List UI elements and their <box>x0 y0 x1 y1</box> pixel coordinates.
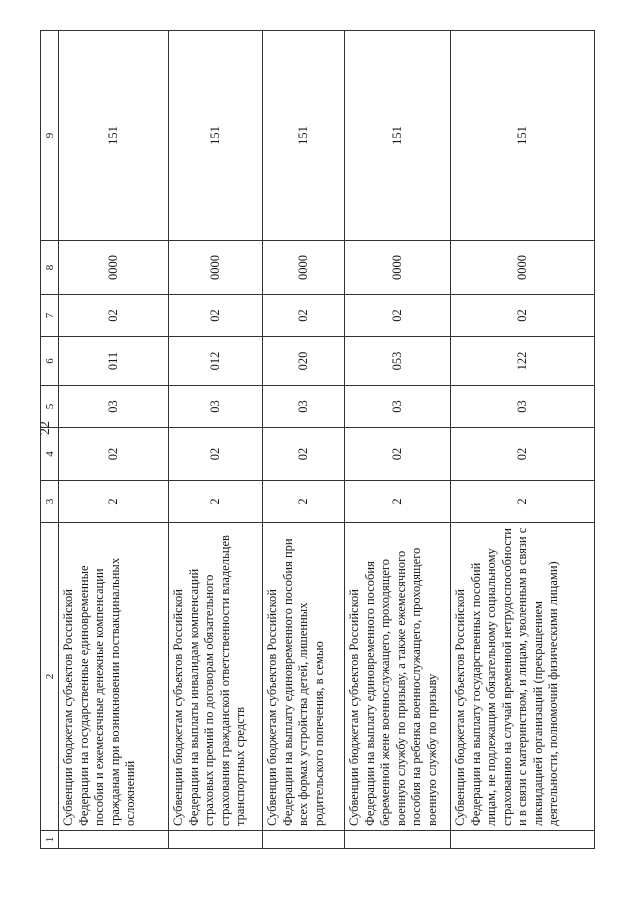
cell-c7: 02 <box>169 295 263 337</box>
header-col-6: 6 <box>41 337 59 386</box>
page-number: 22 <box>38 421 53 435</box>
cell-c7: 02 <box>263 295 345 337</box>
cell-c8: 0000 <box>169 241 263 295</box>
cell-c9: 151 <box>451 31 595 241</box>
cell-c8: 0000 <box>451 241 595 295</box>
header-col-7: 7 <box>41 295 59 337</box>
cell-c3: 2 <box>169 481 263 523</box>
budget-classification-table <box>40 30 595 849</box>
cell-c4: 02 <box>169 428 263 481</box>
cell-c5: 03 <box>59 386 169 428</box>
cell-c6: 053 <box>345 337 451 386</box>
cell-c8: 0000 <box>263 241 345 295</box>
rotated-table-container <box>40 31 613 849</box>
cell-c6: 122 <box>451 337 595 386</box>
cell-col1 <box>451 831 595 849</box>
cell-c7: 02 <box>451 295 595 337</box>
header-col-5: 5 <box>41 386 59 428</box>
cell-c8: 0000 <box>59 241 169 295</box>
cell-c9: 151 <box>169 31 263 241</box>
cell-c3: 2 <box>345 481 451 523</box>
table-row <box>451 31 595 849</box>
table-row <box>263 31 345 849</box>
table-row <box>59 31 169 849</box>
cell-c9: 151 <box>263 31 345 241</box>
table-row <box>345 31 451 849</box>
cell-col1 <box>169 831 263 849</box>
header-col-3: 3 <box>41 481 59 523</box>
cell-col1 <box>59 831 169 849</box>
header-row <box>41 31 59 849</box>
cell-c5: 03 <box>345 386 451 428</box>
cell-c3: 2 <box>451 481 595 523</box>
cell-col1 <box>263 831 345 849</box>
cell-c6: 011 <box>59 337 169 386</box>
cell-c4: 02 <box>345 428 451 481</box>
table-row <box>169 31 263 849</box>
cell-c3: 2 <box>263 481 345 523</box>
cell-c9: 151 <box>345 31 451 241</box>
cell-name: Субвенции бюджетам субъектов Российской Федерации на выплаты инвалидам компенсаций страховых премий по договорам обязательного страхования гражданской ответственности владельцев транспортных средств <box>169 523 263 831</box>
cell-c9: 151 <box>59 31 169 241</box>
header-col-1: 1 <box>41 831 59 849</box>
cell-c6: 020 <box>263 337 345 386</box>
header-col-4: 4 <box>41 428 59 481</box>
cell-c5: 03 <box>169 386 263 428</box>
cell-name: Субвенции бюджетам субъектов Российской Федерации на выплату единовременного пособия при всех формах устройства детей, лишенных родительского попечения, в семью <box>263 523 345 831</box>
cell-name: Субвенции бюджетам субъектов Российской Федерации на выплату государственных пособий лицам, не подлежащим обязательному социальному страхованию на случай временной нетрудоспособности и в связи с материнством, и лицам, уволенным в связи с ликвидацией организаций (прекращением деятельности, полномочий физическими лицами) <box>451 523 595 831</box>
cell-c7: 02 <box>345 295 451 337</box>
cell-name: Субвенции бюджетам субъектов Российской Федерации на выплату единовременного пособия беременной жене военнослужащего, проходящего военную службу по призыву, а также ежемесячного пособия на ребенка военнослужащего, проходящего военную службу по призыву <box>345 523 451 831</box>
cell-c6: 012 <box>169 337 263 386</box>
cell-c4: 02 <box>451 428 595 481</box>
cell-name: Субвенции бюджетам субъектов Российской Федерации на государственные единовременные пособия и ежемесячные денежные компенсации гражданам при возникновении поствакцинальных осложнений <box>59 523 169 831</box>
cell-c7: 02 <box>59 295 169 337</box>
cell-c3: 2 <box>59 481 169 523</box>
header-col-9: 9 <box>41 31 59 241</box>
cell-c5: 03 <box>263 386 345 428</box>
cell-c4: 02 <box>263 428 345 481</box>
header-col-2: 2 <box>41 523 59 831</box>
cell-c5: 03 <box>451 386 595 428</box>
cell-col1 <box>345 831 451 849</box>
header-col-8: 8 <box>41 241 59 295</box>
cell-c8: 0000 <box>345 241 451 295</box>
cell-c4: 02 <box>59 428 169 481</box>
